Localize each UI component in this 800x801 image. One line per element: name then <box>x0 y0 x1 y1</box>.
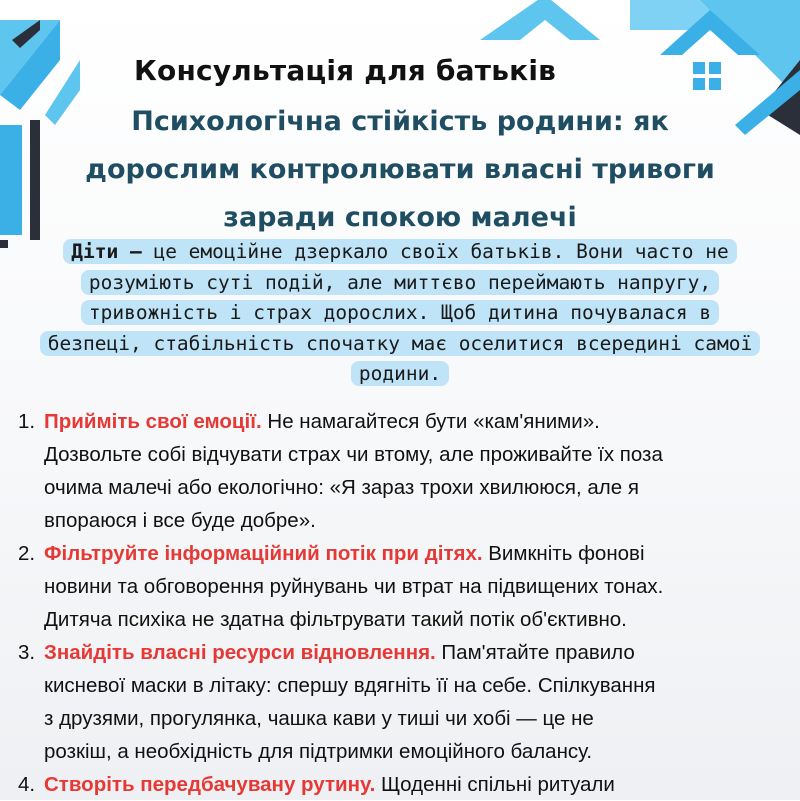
intro-line <box>8 359 792 390</box>
tip-text: Дитяча психіка не здатна фільтрувати такий потік об'єктивно. <box>44 608 627 631</box>
list-item <box>18 768 788 801</box>
intro-paragraph <box>8 237 792 390</box>
tip-number: 3. <box>18 641 36 664</box>
intro-text: безпеці, стабільність спочатку має оселитися всередині самої <box>40 331 760 356</box>
intro-line <box>8 329 792 360</box>
tip-heading: Фільтруйте інформаційний потік при дітях. <box>44 542 483 565</box>
tip-text: з друзями, прогулянка, чашка кави у тиші чи хобі — це не <box>44 707 594 730</box>
list-item <box>18 405 788 537</box>
intro-text: це емоційне дзеркало своїх батьків. Вони часто не <box>141 240 729 263</box>
tip-number: 4. <box>18 773 36 796</box>
tip-text: Щоденні спільні ритуали <box>375 773 615 796</box>
page-subtitle <box>40 98 760 242</box>
subtitle-line: заради спокою малечі <box>223 202 577 233</box>
intro-line <box>8 268 792 299</box>
intro-line <box>8 237 792 268</box>
intro-text: родини. <box>351 361 449 386</box>
tip-text: кисневої маски в літаку: спершу вдягніть її на себе. Спілкування <box>44 674 656 697</box>
tip-text: розкіш, а необхідність для підтримки емоційного балансу. <box>44 740 593 763</box>
tip-heading: Прийміть свої емоції. <box>44 410 262 433</box>
list-item <box>18 636 788 768</box>
list-item <box>18 537 788 636</box>
intro-text: тривожність і страх дорослих. Щоб дитина почувалася в <box>81 300 719 325</box>
tips-list <box>18 405 788 801</box>
tip-number: 1. <box>18 410 36 433</box>
tip-text: очима малечі або екологічно: «Я зараз трохи хвилююся, але я <box>44 476 639 499</box>
tip-text: впораюся і все буде добре». <box>44 509 316 532</box>
tip-text: Вимкніть фонові <box>482 542 645 565</box>
tip-text: Пам'ятайте правило <box>435 641 635 664</box>
tip-text: новини та обговорення руйнувань чи втрат на підвищених тонах. <box>44 575 664 598</box>
tip-number: 2. <box>18 542 36 565</box>
tip-text: Дозвольте собі відчувати страх чи втому, але проживайте їх поза <box>44 443 663 466</box>
tip-text: Не намагайтеся бути «кам'яними». <box>261 410 600 433</box>
subtitle-line: Психологічна стійкість родини: як <box>131 106 669 137</box>
tip-heading: Знайдіть власні ресурси відновлення. <box>44 641 436 664</box>
intro-line <box>8 298 792 329</box>
intro-text: розуміють суті подій, але миттєво переймають напругу, <box>81 270 719 295</box>
tip-heading: Створіть передбачувану рутину. <box>44 773 376 796</box>
page-title: Консультація для батьків <box>133 54 557 87</box>
subtitle-line: дорослим контролювати власні тривоги <box>85 154 715 185</box>
intro-lead: Діти — <box>71 240 142 263</box>
